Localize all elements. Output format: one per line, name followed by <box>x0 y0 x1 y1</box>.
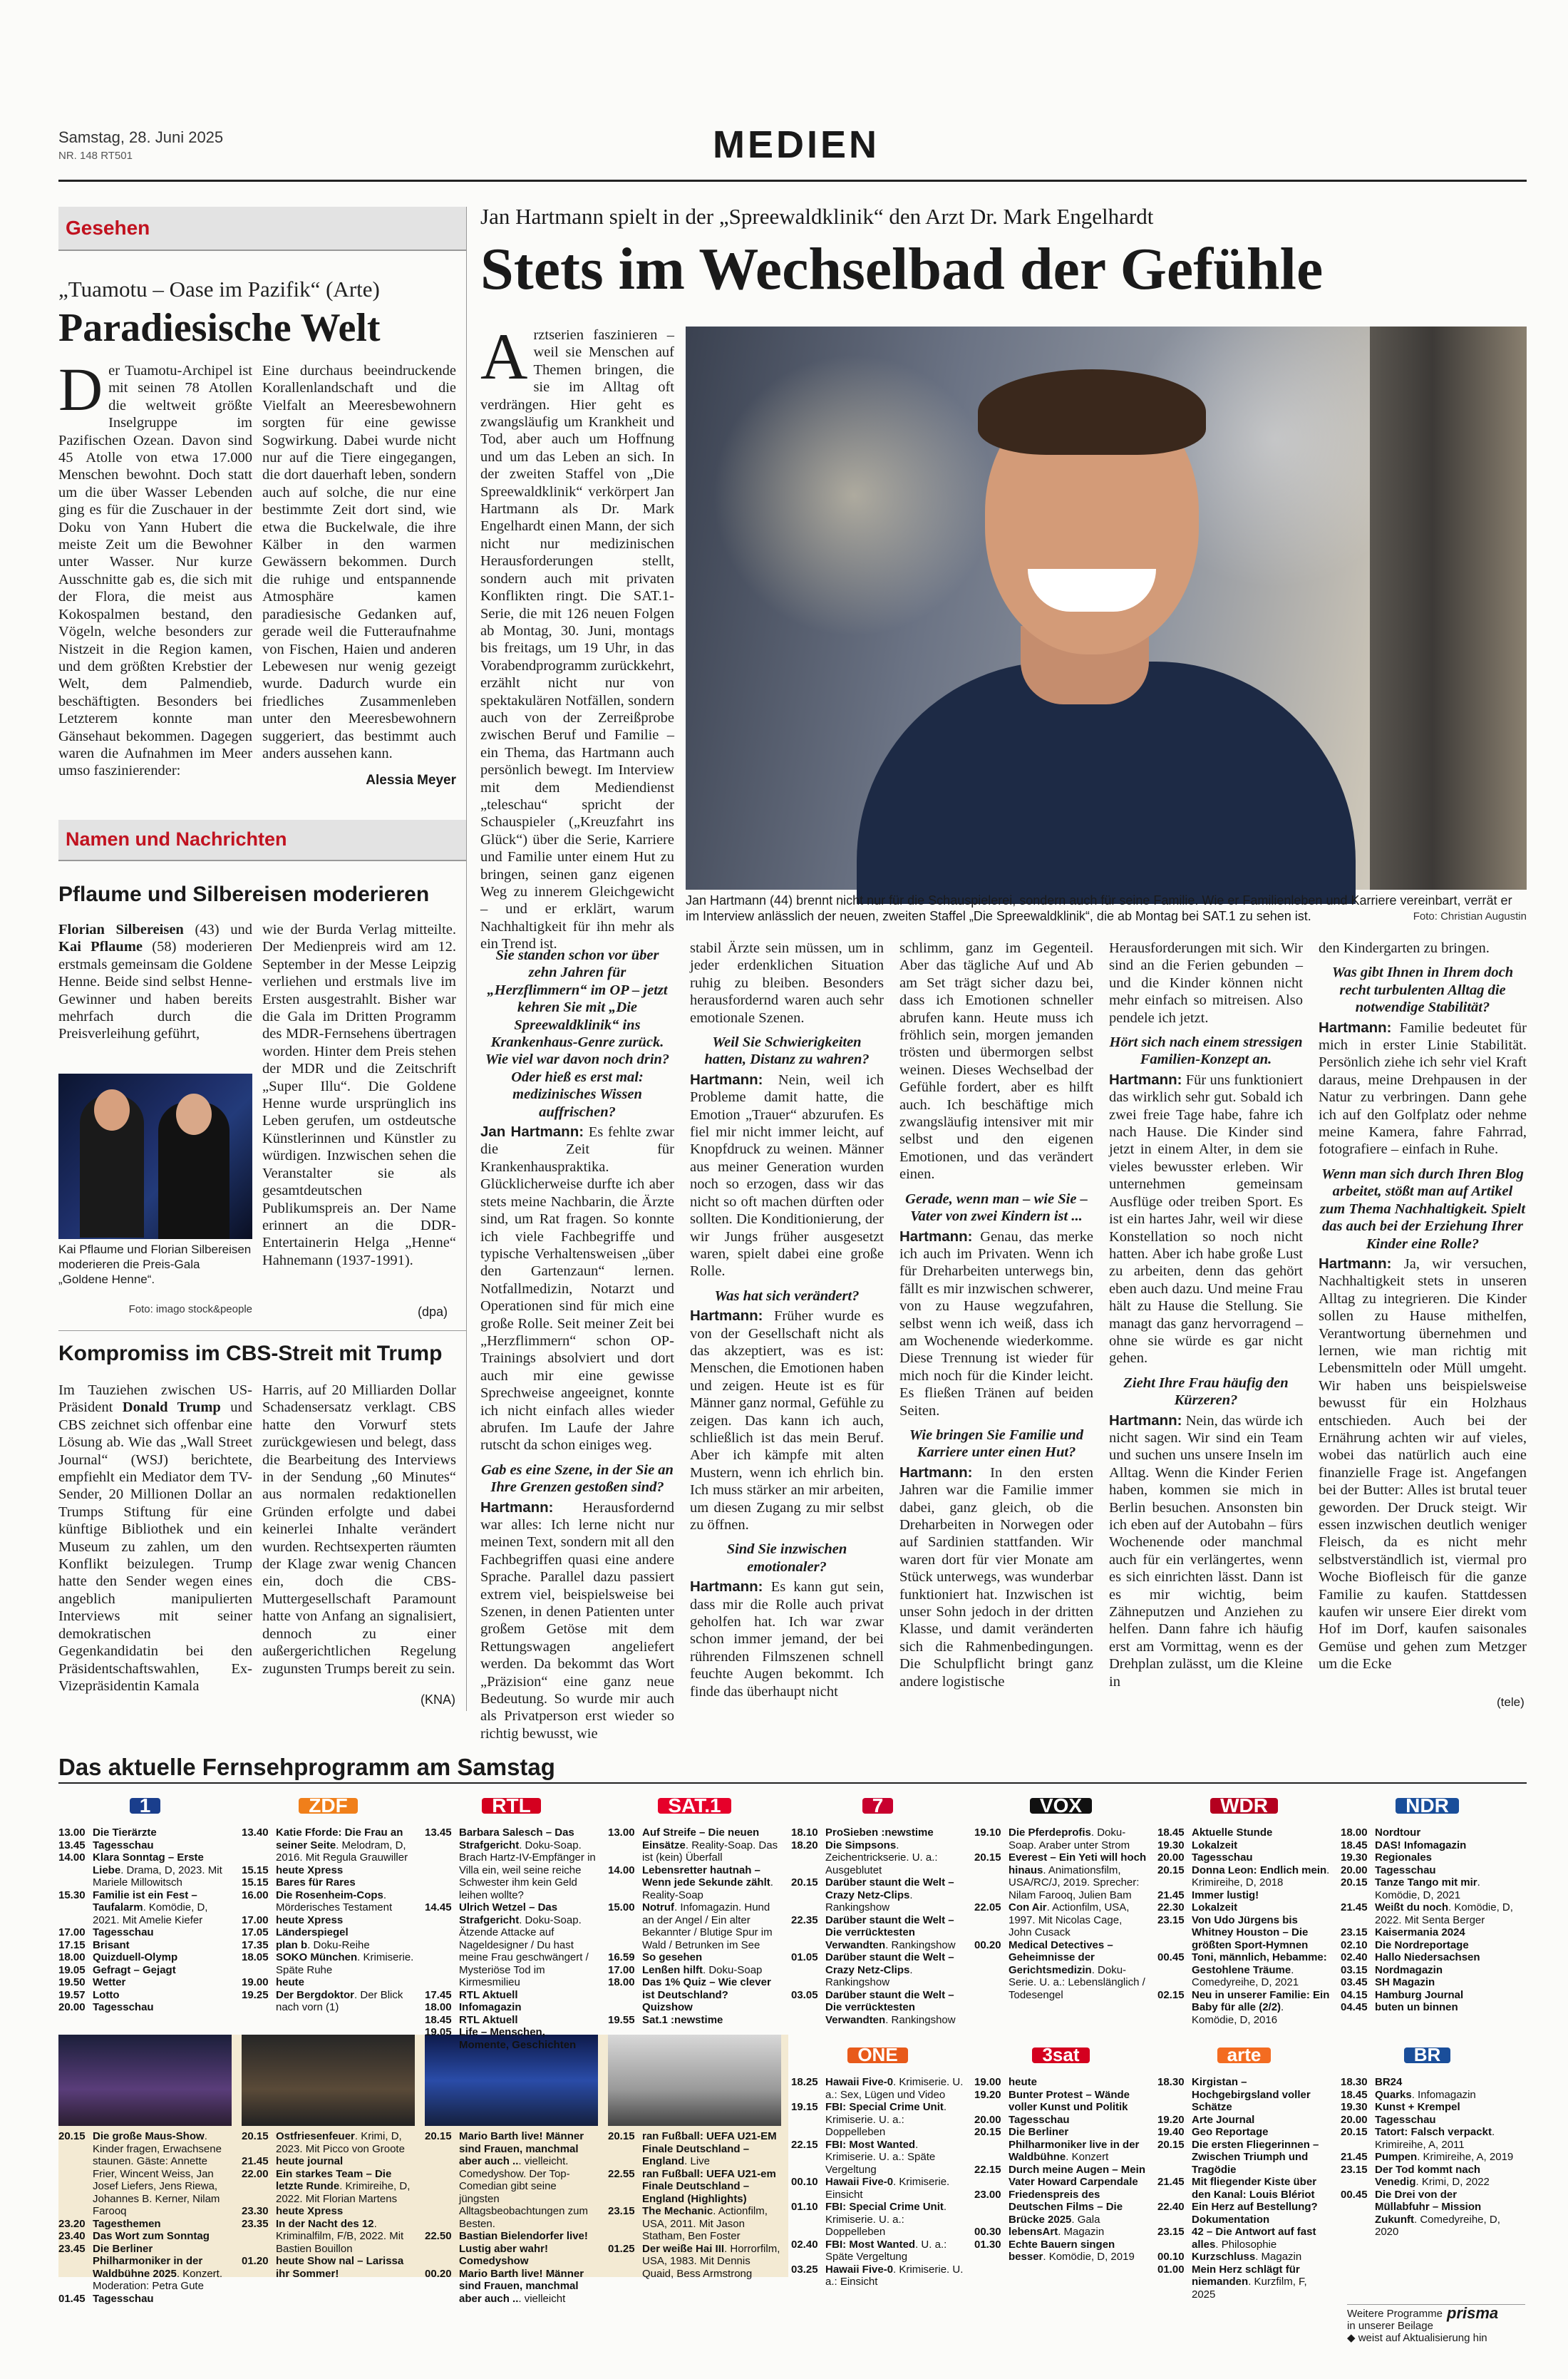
story1-lead: Florian Silbereisen (43) und Kai Pflaume (58) moderieren erstmals gemeinsam die Goldene Henne. Beide sind selbst Henne-Gewinner und haben bereits mehrfach durch die Preisverleihung geführt, <box>58 922 252 1042</box>
interview-col4: Herausforderungen mit sich. Wir sind an die Ferien gebunden – und die Kinder können nicht mehr einfach so mitreisen. Also pendele ich jetzt. Hört sich nach einem stressigen Familien-Konzept an. Hartmann: Für uns funktioniert das wirklich sehr gut. Sobald ich zwei freie Tage habe, fahre ich nach Hause. Die Kinder sind jetzt in einem Alter, in dem sie vieles bewusster erleben. Wir unternehmen gemeinsam Ausflüge oder treiben Sport. Es ist ein hartes Jahr, weil wir diese Konstellation so noch nicht hatten. Aber ich habe große Lust zu arbeiten, denn das gehört eben auch dazu. Und meine Frau hält zu Hause die Stellung. Sie managt das ganz hervorragend – ohne sie würde es gar nicht gehen. Zieht Ihre Frau häufig den Kürzeren? Hartmann: Nein, das würde ich nicht sagen. Wir sind ein Team und suchen uns unsere Inseln im Alltag. Wenn die Kinder Ferien haben, kommen sie mich in Berlin besuchen. Ansonsten bin ich eben auf der Autobahn – fürs Wochenende oder manchmal auch für ein verlängertes, wenn es sich einrichten lässt. Dann ist es mir wichtig, beim Zähneputzen und Anziehen zu helfen. Dann fahre ich häufig erst am Vormittag, wenn es der Drehplan zulässt, um die Kleine in <box>1109 940 1303 1690</box>
question: Zieht Ihre Frau häufig den Kürzeren? <box>1123 1375 1289 1409</box>
tv-channel-evening <box>791 2039 964 2288</box>
tv-channel-evening <box>974 2039 1147 2288</box>
tv-listing: 23.15 Von Udo Jürgens bis Whitney Houston – Die größten Sport-Hymnen <box>1157 1913 1309 1951</box>
tv-channel-vox <box>974 1789 1147 2032</box>
tv-listing: 19.20 Arte Journal <box>1157 2113 1255 2126</box>
tv-listing: 18.30 BR24 <box>1341 2076 1403 2088</box>
tv-listing: 17.00 heute Xpress <box>242 1913 344 1926</box>
tv-listing: 19.30 Regionales <box>1341 1851 1433 1864</box>
photo-face-right <box>176 1094 212 1135</box>
tv-listing: 18.30 Kirgistan – Hochgebirgsland voller Schätze <box>1157 2076 1311 2113</box>
tv-listing: 18.45 Aktuelle Stunde <box>1157 1826 1273 1839</box>
tv-listing: 19.15 FBI: Special Crime Unit. Krimiserie. U. a.: Doppelleben <box>791 2101 947 2138</box>
question: Weil Sie Schwierigkeiten hatten, Distanz zu wahren? <box>704 1034 870 1068</box>
tv-listing: 00.10 Hawaii Five-0. Krimiserie. Einsicht <box>791 2176 950 2201</box>
gesehen-label: Gesehen <box>66 217 150 239</box>
tv-listing: 19.55 Sat.1 :newstime <box>608 2013 723 2026</box>
tv-listing: 23.45 Die Berliner Philharmoniker in der Waldbühne 2025. Konzert. Moderation: Petra Gute <box>58 2242 223 2292</box>
tv-photo-maus <box>58 2035 232 2126</box>
tv-listing: 17.45 RTL Aktuell <box>425 1988 518 2001</box>
tv-listing: 23.30 heute Xpress <box>242 2205 344 2217</box>
tv-listing: 18.20 Die Simpsons. Zeichentrickserie. U. a.: Ausgeblutet <box>791 1839 938 1876</box>
tv-listing: 04.15 Hamburg Journal <box>1341 1988 1464 2001</box>
tv-listing: 19.40 Geo Reportage <box>1157 2126 1269 2138</box>
gesehen-bar <box>58 207 466 251</box>
tv-listing: 22.50 Bastian Bielendorfer live! Lustig aber wahr! Comedyshow <box>425 2230 588 2267</box>
main-source: (tele) <box>1497 1695 1525 1709</box>
channel-logo-icon: NDR <box>1341 1789 1514 1822</box>
tv-listing: 14.00 Klara Sonntag – Erste Liebe. Drama, D, 2023. Mit Mariele Millowitsch <box>58 1851 222 1889</box>
tv-listing: 01.20 heute Show nal – Larissa ihr Sommer! <box>242 2255 404 2280</box>
tv-listing: 14.00 Lebensretter hautnah – Wenn jede Sekunde zählt. Reality-Soap <box>608 1864 773 1901</box>
tv-channel-prosieben <box>791 1789 964 2032</box>
tv-listing: 21.45 heute journal <box>242 2155 344 2167</box>
tv-listing: 01.30 Echte Bauern singen besser. Komödie, D, 2019 <box>974 2238 1135 2263</box>
tv-listing: 13.40 Katie Fforde: Die Frau an seiner Seite. Melodram, D, 2016. Mit Regula Grauwiller <box>242 1826 408 1864</box>
tv-listing: 21.45 Pumpen. Krimireihe, A, 2019 <box>1341 2151 1514 2163</box>
tv-listing: 19.50 Wetter <box>58 1976 126 1988</box>
tv-listing: 23.15 Der Tod kommt nach Venedig. Krimi, D, 2022 <box>1341 2163 1490 2188</box>
channel-logo-icon: ONE <box>791 2039 964 2072</box>
question: Sind Sie inzwischen emotionaler? <box>726 1541 847 1575</box>
tv-listing: 19.00 heute <box>974 2076 1038 2088</box>
question: Sie standen schon vor über zehn Jahren für „Herzflimmern“ im OP – jetzt kehren Sie mit „Die Spreewaldklinik“ ins Krankenhaus-Genre zurück. Wie viel war davon noch drin? Oder hieß es erst mal: medizinisches Wissen auffrischen? <box>485 947 670 1120</box>
gesehen-kicker: „Tuamotu – Oase im Pazifik“ (Arte) <box>58 277 380 302</box>
tv-listing: 23.40 Das Wort zum Sonntag <box>58 2230 210 2242</box>
tv-listing: 03.45 SH Magazin <box>1341 1976 1435 1988</box>
tv-listing: 18.45 DAS! Infomagazin <box>1341 1839 1467 1851</box>
story1-credit: Foto: imago stock&people <box>128 1303 252 1315</box>
tv-listing: 02.40 Hallo Niedersachsen <box>1341 1951 1480 1963</box>
tv-photo-ostfriesen <box>242 2035 415 2126</box>
tv-listing: 19.05 Life – Menschen, Momente, Geschichten <box>425 2026 577 2051</box>
tv-title: Das aktuelle Fernsehprogramm am Samstag <box>58 1754 555 1780</box>
story2-text-col1: Im Tauziehen zwischen US-Präsident Donald Trump und CBS zeichnet sich offenbar eine Lösung ab. Wie das „Wall Street Journal“ (WSJ) berichtete, empfiehlt ein Mediator dem TV-Sender, 20 Millionen Dollar an Trumps Stiftung für eine künftige Bibliothek und ein Museum zu zahlen, um den Konflikt beizulegen. Trump hatte den Sender wegen eines angeblich manipulierten Interviews mit seiner demokratischen Gegenkandidatin bei den Präsidentschaftswahlen, Ex-Vizepräsidentin Kamala <box>58 1382 253 1694</box>
tv-listing: 23.00 Friedenspreis des Deutschen Films – Die Brücke 2025. Gala <box>974 2188 1123 2226</box>
tv-listing: 19.30 Lokalzeit <box>1157 1839 1238 1851</box>
issue-number: NR. 148 RT501 <box>58 150 133 162</box>
divider-story2 <box>58 1330 466 1331</box>
question: Wie bringen Sie Familie und Karriere unter einen Hut? <box>909 1427 1084 1461</box>
tv-listing: 20.15 Die ersten Fliegerinnen – Zwischen Triumph und Tragödie <box>1157 2138 1319 2176</box>
tv-listing: 16.00 Die Rosenheim-Cops. Mörderisches Testament <box>242 1889 393 1913</box>
tv-listing: 18.00 Nordtour <box>1341 1826 1421 1839</box>
tv-channel-evening <box>608 2130 781 2287</box>
main-intro: Arztserien faszinieren – weil sie Menschen auf Themen bringen, die sie im Alltag oft verdrängen. Hier geht es zwangsläufig um Krankheit und Tod, aber auch um Hoffnung und um das Leben an sich. In der zweiten Staffel von „Die Spreewaldklinik“ verkörpert Jan Hartmann als Dr. Mark Engelhardt einen Mann, der sich nicht nur medizinischen Herausforderungen stellt, sondern auch mit privaten Konflikten ringt. Die SAT.1-Serie, die mit 126 neuen Folgen ab Montag, 30. Juni, montags bis freitags, um 19 Uhr, in das Vorabendprogramm zurückkehrt, erzählt nicht nur von spektakulären Notfällen, sondern auch von der Zerreißprobe zwischen Beruf und Familie – ein Thema, das Hartmann auch persönlich bewegt. Im Interview mit dem Mediendienst „teleschau“ spricht der Schauspieler („Kreuzfahrt ins Glück“) über die Serie, Karriere und Familie unter einem Hut zu bringen, seinen ganz eigenen Weg zu innerem Gleichgewicht – und er erklärt, warum Nachhaltigkeit für ihn mehr als ein Trend ist. <box>480 320 674 952</box>
tv-listing: 17.00 Lenßen hilft. Doku-Soap <box>608 1963 763 1976</box>
story1-text-col2: wie der Burda Verlag mitteilte. Der Medienpreis wird am 12. September in der Messe Leipzig verliehen und erstmals live im Ersten ausgestrahlt. Bisher war die Gala im Dritten Programm des MDR-Fernsehens übertragen worden. Hinter dem Preis stehen der MDR und die Zeitschrift „Super Illu“. Die Goldene Henne wurde ursprünglich ins Leben gerufen, um ostdeutsche Künstlerinnen und Künstler zu würdigen. Inzwischen sehen die Veranstalter sie als gesamtdeutschen Publikumspreis an. Der Name erinnert an die DDR-Entertainerin Helga „Henne“ Hahnemann (1937-1991). <box>262 922 456 1268</box>
channel-logo-icon: WDR <box>1157 1789 1331 1822</box>
tv-listing: 20.15 Mario Barth live! Männer sind Frauen, manchmal aber auch ... vielleicht. Comedyshow. Der Top-Comedian gibt seine jüngsten Alltagsbeobachtungen zum Besten. <box>425 2130 588 2230</box>
tv-listing: 22.15 FBI: Most Wanted. Krimiserie. U. a.: Späte Vergeltung <box>791 2138 936 2176</box>
channel-logo-icon: VOX <box>974 1789 1147 1822</box>
gesehen-author: Alessia Meyer <box>366 773 456 788</box>
prisma-logo: prisma <box>1447 2304 1499 2322</box>
tv-listing: 20.15 Everest – Ein Yeti will hoch hinaus. Animationsfilm, USA/RC/J, 2019. Sprecher: Nilam Farooq, Julien Bam <box>974 1851 1147 1901</box>
tv-listing: 13.00 Die Tierärzte <box>58 1826 157 1839</box>
interview-col3: schlimm, ganz im Gegenteil. Aber das tägliche Auf und Ab am Set trägt sicher dazu bei, dass ich Emotionen schneller abrufen kann. Heute muss ich fröhlich sein, morgen jemanden trösten und übermorgen selbst weinen. Dieses Wechselbad der Gefühle fordert, aber es hilft auch. Ich beschäftige mich zwangsläufig intensiver mit mir selbst und den eigenen Emotionen, und das verändert einen. Gerade, wenn man – wie Sie – Vater von zwei Kindern ist ... Hartmann: Genau, das merke ich auch im Privaten. Wenn ich für Dreharbeiten unterwegs bin, fällt es mir inzwischen schwerer, von zu Hause wegzufahren, selbst wenn ich weiß, dass ich am Wochenende wiederkomme. Diese Trennung ist wieder für mich noch für die Kinder leicht. Es fließen Tränen auf beiden Seiten. Wie bringen Sie Familie und Karriere unter einen Hut? Hartmann: In den ersten Jahren war die Familie immer dabei, ganz gleich, ob die Dreharbeiten in Norwegen oder auf Sardinien stattfanden. Wir waren dort für vier Monate am Stück unterwegs, was wunderbar funktioniert hat. Inzwischen ist unser Sohn jedoch in der dritten Klasse, und damit veränderten sich die Rahmenbedingungen. Die Schulpflicht bringt ganz andere logistische <box>899 940 1093 1690</box>
tv-listing: 02.40 FBI: Most Wanted. U. a.: Späte Vergeltung <box>791 2238 947 2263</box>
tv-listing: 02.15 Neu in unserer Familie: Ein Baby für alle (2/2). Komödie, D, 2016 <box>1157 1988 1330 2026</box>
tv-listing: 18.05 SOKO München. Krimiserie. Späte Ruhe <box>242 1951 414 1976</box>
tv-listing: 17.05 Länderspiegel <box>242 1926 349 1938</box>
tv-listing: 21.45 Immer lustig! <box>1157 1889 1259 1901</box>
tv-footer: Weitere Programme in unserer Beilage ◆ weist auf Aktualisierung hin <box>1347 2304 1525 2344</box>
tv-listing: 23.35 In der Nacht des 12. Kriminalfilm, F/B, 2022. Mit Bastien Bouillon <box>242 2217 404 2255</box>
tv-listing: 21.45 Mit fliegender Kiste über den Kanal: Louis Blériot <box>1157 2176 1317 2201</box>
photo-bookshelf <box>1370 327 1527 890</box>
tv-listing: 22.40 Ein Herz auf Bestellung? Dokumentation <box>1157 2201 1318 2226</box>
tv-channel-evening <box>1341 2039 1514 2288</box>
tv-listing: 20.15 Darüber staunt die Welt – Crazy Netz-Clips. Rankingshow <box>791 1876 954 1913</box>
tv-listing: 20.15 ran Fußball: UEFA U21-EM Finale Deutschland – England. Live <box>608 2130 777 2167</box>
tv-listing: 19.30 Kunst + Krempel <box>1341 2101 1460 2113</box>
interview-col2: stabil Ärzte sein müssen, um in jeder erdenklichen Situation ruhig zu bleiben. Besonders herausfordernd waren auch sehr emotionale Szenen. Weil Sie Schwierigkeiten hatten, Distanz zu wahren? Hartmann: Nein, weil ich Probleme damit hatte, die Emotion „Trauer“ abzurufen. Es fiel mir nicht immer leicht, auf Knopfdruck zu weinen. Männer aus meiner Generation wurden noch so erzogen, dass wir das nicht so oft machen dürften oder sollten. Die Konditionierung, der wir Jungs früher ausgesetzt waren, spielt dabei eine große Rolle. Was hat sich verändert? Hartmann: Früher wurde es von der Gesellschaft nicht als das akzeptiert, was es ist: Menschen, die Emotionen haben und zeigen. Heute ist es für Männer ganz normal, Gefühle zu zeigen. Das kann ich auch, schließlich ist das mein Beruf. Aber ich kämpfe mit alten Mustern, wenn ich ehrlich bin. Ich muss stärker an mir arbeiten, um diesen Zugang zu mir selbst zu öffnen. Sind Sie inzwischen emotionaler? Hartmann: Es kann gut sein, dass mir die Rolle auch privat geholfen hat. Ich war zwar schon immer jemand, der bei rührenden Filmszenen schnell feuchte Augen bekommt. Ich finde das überhaupt nicht <box>690 940 884 1700</box>
question: Gab es eine Szene, in der Sie an Ihre Grenzen gestoßen sind? <box>481 1461 674 1496</box>
tv-listing: 19.00 heute <box>242 1976 305 1988</box>
tv-channel-evening <box>242 2130 415 2287</box>
tv-listing: 02.10 Die Nordreportage <box>1341 1938 1469 1951</box>
story1-caption: Kai Pflaume und Florian Silbereisen moderieren die Preis-Gala „Goldene Henne“. <box>58 1243 252 1286</box>
tv-channel-evening <box>1157 2039 1331 2301</box>
tv-listing: 01.10 FBI: Special Crime Unit. Krimiserie. U. a.: Doppelleben <box>791 2201 947 2238</box>
main-credit: Foto: Christian Augustin <box>1413 910 1527 923</box>
story1-photo <box>58 1074 252 1239</box>
tv-listing: 20.15 Tatort: Falsch verpackt. Krimireihe, A, 2011 <box>1341 2126 1495 2151</box>
tv-listing: 16.59 So gesehen <box>608 1951 703 1963</box>
tv-listing: 00.45 Toni, männlich, Hebamme: Gestohlene Träume. Comedyreihe, D, 2021 <box>1157 1951 1327 1988</box>
tv-listing: 01.00 Mein Herz schlägt für niemanden. Kurzfilm, F, 2025 <box>1157 2263 1307 2301</box>
question: Hört sich nach einem stressigen Familien-Konzept an. <box>1109 1034 1303 1068</box>
tv-listing: 22.30 Lokalzeit <box>1157 1901 1238 1913</box>
tv-listing: 17.00 Tagesschau <box>58 1926 154 1938</box>
tv-listing: 13.00 Auf Streife – Die neuen Einsätze. Reality-Soap. Das ist (kein) Überfall <box>608 1826 778 1864</box>
left-column-rule <box>466 207 467 1711</box>
tv-channel-rtl <box>425 1789 598 2051</box>
tv-listing: 20.15 Die Berliner Philharmoniker live in der Waldbühne. Konzert <box>974 2126 1140 2163</box>
tv-channel-evening <box>425 2130 598 2305</box>
tv-listing: 18.10 ProSieben :newstime <box>791 1826 934 1839</box>
tv-listing: 19.25 Der Bergdoktor. Der Blick nach vorn (1) <box>242 1988 403 2013</box>
tv-listing: 23.15 The Mechanic. Actionfilm, USA, 2011. Mit Jason Statham, Ben Foster <box>608 2205 768 2242</box>
question: Was hat sich verändert? <box>714 1288 860 1304</box>
header-rule <box>58 180 1527 182</box>
story2-source: (KNA) <box>421 1692 455 1707</box>
tv-listing: 04.45 buten un binnen <box>1341 2001 1458 2013</box>
tv-listing: 20.15 Donna Leon: Endlich mein. Krimireihe, D, 2018 <box>1157 1864 1330 1889</box>
story2-text-col2: Harris, auf 20 Milliarden Dollar Schadensersatz verklagt. CBS hatte den Vorwurf stets zurückgewiesen und belegt, dass die Bearbeitung des Interviews in der Sendung „60 Minutes“ aus normalen redaktionellen Gründen erfolgte und dabei keinerlei Inhalte verändert wurden. Rechtsexperten räumten der Klage zwar wenig Chancen ein, doch die CBS-Muttergesellschaft Paramount hatte von Anfang an signalisiert, dennoch zu einer außergerichtlichen Regelung zugunsten Trumps bereit zu sein. <box>262 1382 456 1677</box>
tv-listing: 18.45 RTL Aktuell <box>425 2013 518 2026</box>
photo-hair <box>978 369 1206 455</box>
section-title: MEDIEN <box>713 123 880 166</box>
story2-headline: Kompromiss im CBS-Streit mit Trump <box>58 1342 443 1365</box>
interview-col1: Sie standen schon vor über zehn Jahren für „Herzflimmern“ im OP – jetzt kehren Sie mit „Die Spreewaldklinik“ ins Krankenhaus-Genre zurück. Wie viel war davon noch drin? Oder hieß es erst mal: medizinisches Wissen auffrischen? Jan Hartmann: Es fehlte zwar die Zeit für Krankenhauspraktika. Glücklicherweise durfte ich aber stets meine Nachbarin, die Ärzte sind, um Rat fragen. So konnte ich viele Fachbegriffe und typische Verhaltensweisen „über den Gartenzaun“ lernen. Notfallmedizin, Notarzt und Operationen sind für mich eine große Rolle. Seit meiner Zeit bei „Herzflimmern“ schon OP-Trainings absolviert und dort auch mir eine gewisse Sprechweise angeeignet, konnte ich nicht einfach alles wieder abrufen. Im Laufe der Jahre rutscht da schon einiges weg. Gab es eine Szene, in der Sie an Ihre Grenzen gestoßen sind? Hartmann: Herausfordernd war alles: Ich lerne nicht nur meinen Text, sondern mit all den Fachbegriffen quasi eine andere Sprache. Parallel dazu passiert extrem viel, beispielsweise bei Szenen, in denen Patienten unter großem Getöse mit dem Rettungswagen angeliefert werden. Da bekommt das Wort „Präzision“ eine ganz neue Bedeutung. So wurde mir auch als Privatperson erst wieder so richtig bewusst, wie <box>480 947 675 1742</box>
channel-logo-icon: ZDF <box>242 1789 415 1822</box>
tv-channel-evening <box>58 2130 232 2305</box>
tv-listing: 15.15 Bares für Rares <box>242 1876 356 1889</box>
page-date: Samstag, 28. Juni 2025 <box>58 128 224 146</box>
tv-listing: 01.05 Darüber staunt die Welt – Crazy Netz-Clips. Rankingshow <box>791 1951 954 1988</box>
tv-channel-sat1 <box>608 1789 781 2032</box>
tv-listing: 22.00 Ein starkes Team – Die letzte Runde. Krimireihe, D, 2022. Mit Florian Martens <box>242 2167 411 2205</box>
tv-listing: 15.15 heute Xpress <box>242 1864 344 1876</box>
names-label: Namen und Nachrichten <box>66 828 287 850</box>
tv-listing: 21.45 Weißt du noch. Komödie, D, 2022. Mit Senta Berger <box>1341 1901 1513 1926</box>
gesehen-text-col1: Der Tuamotu-Archipel ist mit seinen 78 Atollen die weltweit größte Inselgruppe im Pazifischen Ozean. Davon sind 45 Atolle von etwa 17.000 Menschen bewohnt. Doch statt um die über Wasser Lebenden ging es für die Zuschauer in der Doku von Yann Hubert die meiste Zeit um die Bewohner unter Wasser. Nur kurze Ausschnitte gab es, die sich mit der Flora, die meist aus Kokospalmen bestand, den Vögeln, welche besonders zur Nistzeit in die Region kamen, und dem größten Krebstier der Welt, dem Palmendieb, beschäftigten. Besonders bei Letzterem konnte man Gänsehaut bekommen. Dagegen waren die Aufnahmen im Meer umso faszinierender: <box>58 355 252 779</box>
main-dropcap: A <box>480 320 528 393</box>
tv-listing: 20.15 Die große Maus-Show. Kinder fragen, Erwachsene staunen. Gäste: Annette Frier, Wincent Weiss, Jan Josef Liefers, Jens Riewa, Johannes B. Kerner, Nilam Farooq <box>58 2130 222 2217</box>
tv-listing: 19.57 Lotto <box>58 1988 120 2001</box>
gesehen-text-col2: Eine durchaus beeindruckende Korallenlandschaft und die Vielfalt an Meeresbewohnern sorgten für eine gewisse Sogwirkung. Dabei wurde nicht nur auf die Tiere eingegangen, die dort dauerhaft leben, sondern auch auf solche, die nur eine bestimmte Zeit dort sind, wie etwa die Buckelwale, die ihre Kälber in den warmen Gewässern bekommen. Durch die ruhige und entspannende Atmosphäre kamen paradiesische Gedanken auf, gerade weil die Futteraufnahme von Fischen, Haien und anderen Lebewesen nur wenig gezeigt wurde. Dadurch wurde ein friedliches Zusammenleben unter den Meeresbewohnern suggeriert, das bestimmt auch anders aussehen kann. <box>262 363 456 761</box>
tv-listing: 22.35 Darüber staunt die Welt – Die verrücktesten Verwandten. Rankingshow <box>791 1913 956 1951</box>
tv-listing: 18.00 Das 1% Quiz – Wie clever ist Deutschland? Quizshow <box>608 1976 771 2013</box>
question: Gerade, wenn man – wie Sie – Vater von zwei Kindern ist ... <box>905 1191 1088 1225</box>
tv-listing: 19.05 Gefragt – Gejagt <box>58 1963 176 1976</box>
tv-listing: 22.05 Con Air. Actionfilm, USA, 1997. Mit Nicolas Cage, John Cusack <box>974 1901 1130 1938</box>
tv-listing: 00.30 lebensArt. Magazin <box>974 2226 1105 2238</box>
tv-listing: 20.00 Tagesschau <box>974 2113 1070 2126</box>
tv-listing: 20.00 Tagesschau <box>1341 2113 1436 2126</box>
interview-col5: den Kindergarten zu bringen. Was gibt Ihnen in Ihrem doch recht turbulenten Alltag die notwendige Stabilität? Hartmann: Familie bedeutet für mich in erster Linie Stabilität. Persönlich ziehe ich sehr viel Kraft daraus, meine Drehpausen in der Natur zu verbringen. Dann gehe ich auf den Golfplatz oder nehme meine Kamera, fahre Fahrrad, fotografiere – einfach in Ruhe. Wenn man sich durch Ihren Blog arbeitet, stößt man auf Artikel zum Thema Nachhaltigkeit. Spielt das auch bei der Erziehung Ihrer Kinder eine Rolle? Hartmann: Ja, wir versuchen, Nachhaltigkeit stets in unseren Alltag zu integrieren. Die Kinder sollen zu Hause mithelfen, Verantwortung übernehmen und lernen, wie man richtig mit Lebensmitteln oder Müll umgeht. Wir haben uns beispielsweise bewusst für ein Holzhaus entschieden. Auch bei der Ernährung achten wir auf vieles, wobei das natürlich auch eine finanzielle Frage ist. Angefangen bei der Butter: Alles ist brutal teuer geworden. Der Druck steigt. Wir essen inzwischen deutlich weniger Fleisch, da es nicht mehr selbstverständlich ist, viermal pro Woche Biofleisch für die ganze Familie zu kaufen. Stattdessen kaufen wir unsere Eier direkt vom Hof im Dorf, kaufen saisonales Gemüse und gehen zum Metzger um die Ecke <box>1319 940 1527 1673</box>
tv-listing: 03.15 Nordmagazin <box>1341 1963 1443 1976</box>
tv-listing: 19.20 Bunter Protest – Wände voller Kunst und Politik <box>974 2088 1130 2113</box>
tv-channel-zdf <box>242 1789 415 2032</box>
tv-listing: 00.20 Medical Detectives – Geheimnisse der Gerichtsmedizin. Doku-Serie. U. a.: Lebenslänglich / Todesengel <box>974 1938 1145 2001</box>
main-kicker: Jan Hartmann spielt in der „Spreewaldklinik“ den Arzt Dr. Mark Engelhardt <box>480 204 1154 229</box>
gesehen-dropcap: D <box>58 355 103 423</box>
tv-listing: 20.00 Tagesschau <box>1157 1851 1253 1864</box>
question: Wenn man sich durch Ihren Blog arbeitet, stößt man auf Artikel zum Thema Nachhaltigkeit. Spielt das auch bei der Erziehung Ihrer Kinder eine Rolle? <box>1319 1166 1526 1252</box>
channel-logo-icon: arte <box>1157 2039 1331 2072</box>
channel-logo-icon: BR <box>1341 2039 1514 2072</box>
photo-face-left <box>94 1089 130 1131</box>
tv-listing: 03.25 Hawaii Five-0. Krimiserie. U. a.: Einsicht <box>791 2263 964 2288</box>
channel-logo-icon: 1 <box>58 1789 232 1822</box>
tv-listing: 23.20 Tagesthemen <box>58 2217 161 2230</box>
channel-logo-icon: 7 <box>791 1789 964 1822</box>
tv-listing: 01.25 Der weiße Hai III. Horrorfilm, USA, 1983. Mit Dennis Quaid, Bess Armstrong <box>608 2242 780 2280</box>
tv-listing: 18.00 Infomagazin <box>425 2001 522 2013</box>
tv-listing: 00.45 Die Drei von der Müllabfuhr – Mission Zukunft. Comedyreihe, D, 2020 <box>1341 2188 1500 2238</box>
gesehen-headline: Paradiesische Welt <box>58 306 381 350</box>
main-photo <box>686 327 1527 890</box>
tv-listing: 20.00 Tagesschau <box>1341 1864 1436 1876</box>
tv-listing: 13.45 Barbara Salesch – Das Strafgericht. Doku-Soap. Brach Hartz-IV-Empfänger in Villa ein, weil seine reiche Schwester ihm kein Geld leihen wollte? <box>425 1826 596 1901</box>
tv-listing: 23.15 42 – Die Antwort auf fast alles. Philosophie <box>1157 2226 1316 2251</box>
main-headline: Stets im Wechselbad der Gefühle <box>480 236 1324 302</box>
tv-listing: 20.15 Ostfriesenfeuer. Krimi, D, 2023. Mit Picco von Groote <box>242 2130 405 2155</box>
tv-listing: 19.10 Die Pferdeprofis. Doku-Soap. Araber unter Strom <box>974 1826 1130 1851</box>
tv-listing: 15.00 Notruf. Infomagazin. Hund an der Angel / Ein alter Bekannter / Blutige Spur im Wald / Betrunken im See <box>608 1901 773 1951</box>
tv-listing: 18.45 Quarks. Infomagazin <box>1341 2088 1476 2101</box>
tv-listing: 17.35 plan b. Doku-Reihe <box>242 1938 370 1951</box>
channel-logo-icon: RTL <box>425 1789 598 1822</box>
tv-channel-ndr <box>1341 1789 1514 2032</box>
tv-rule <box>58 1782 1527 1784</box>
tv-listing: 00.10 Kurzschluss. Magazin <box>1157 2251 1302 2263</box>
channel-logo-icon: SAT.1 <box>608 1789 781 1822</box>
tv-listing: 22.15 Durch meine Augen – Mein Vater Howard Carpendale <box>974 2163 1145 2188</box>
tv-listing: 17.15 Brisant <box>58 1938 130 1951</box>
tv-listing: 00.20 Mario Barth live! Männer sind Frauen, manchmal aber auch ... vielleicht <box>425 2267 584 2305</box>
tv-photo-football <box>608 2035 781 2126</box>
tv-listing: 01.45 Tagesschau <box>58 2292 154 2305</box>
tv-listing: 13.45 Tagesschau <box>58 1839 154 1851</box>
tv-listing: 20.15 Tanze Tango mit mir. Komödie, D, 2021 <box>1341 1876 1480 1901</box>
tv-listing: 15.30 Familie ist ein Fest – Taufalarm. Komödie, D, 2021. Mit Amelie Kiefer <box>58 1889 208 1926</box>
story1-headline: Pflaume und Silbereisen moderieren <box>58 883 430 906</box>
tv-channel-wdr <box>1157 1789 1331 2032</box>
tv-listing: 14.45 Ulrich Wetzel – Das Strafgericht. Doku-Soap. Ätzende Attacke auf Nageldesigner / Du hast meine Frau geschwängert / Mysteriöse Tod im Kirmesmilieu <box>425 1901 589 1988</box>
tv-listing: 03.05 Darüber staunt die Welt – Die verrücktesten Verwandten. Rankingshow <box>791 1988 956 2026</box>
channel-logo-icon: 3sat <box>974 2039 1147 2072</box>
names-bar <box>58 820 466 861</box>
tv-listing: 18.00 Quizduell-Olymp <box>58 1951 178 1963</box>
tv-listing: 18.25 Hawaii Five-0. Krimiserie. U. a.: Sex, Lügen und Video <box>791 2076 964 2101</box>
tv-listing: 20.00 Tagesschau <box>58 2001 154 2013</box>
main-caption: Jan Hartmann (44) brennt nicht nur für die Schauspielerei, sondern auch für seine Familie. Wie er Familienleben und Karriere vereinbart, verrät er im Interview anlässlich der neuen, zweiten Staffel „Die Spreewaldklinik“, die ab Montag bei SAT.1 zu sehen ist. <box>686 893 1512 923</box>
story1-source: (dpa) <box>418 1305 448 1319</box>
tv-listing: 23.15 Kaisermania 2024 <box>1341 1926 1465 1938</box>
question: Was gibt Ihnen in Ihrem doch recht turbulenten Alltag die notwendige Stabilität? <box>1331 965 1514 1016</box>
tv-channel-ard <box>58 1789 232 2032</box>
tv-listing: 22.55 ran Fußball: UEFA U21-em Finale Deutschland – England (Highlights) <box>608 2167 776 2205</box>
